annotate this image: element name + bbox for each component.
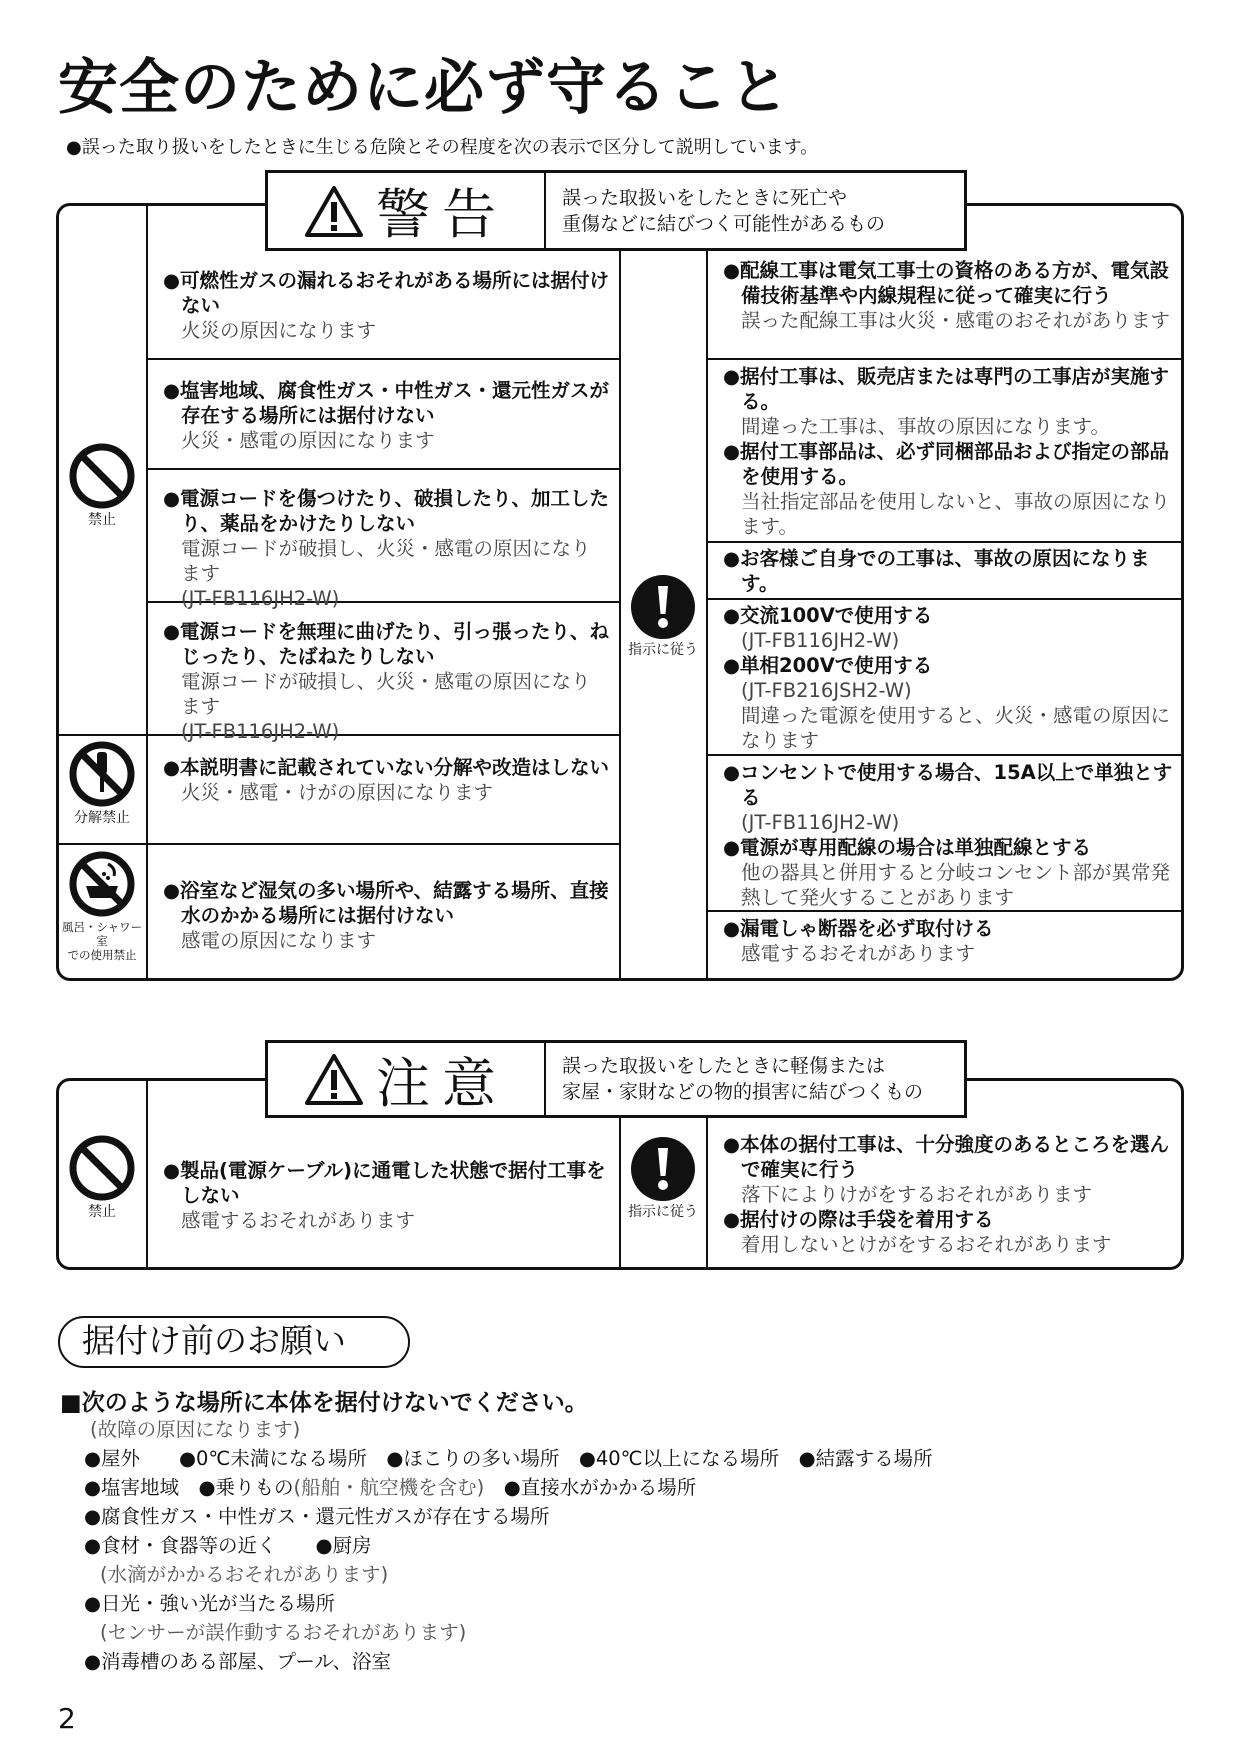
caution-description: 誤った取扱いをしたときに軽傷または 家屋・家財などの物的損害に結びつくもの bbox=[562, 1055, 924, 1103]
list-item: ●食材・食器等の近く ●厨房 bbox=[84, 1534, 372, 1557]
mandatory-label: 指示に従う bbox=[628, 1204, 698, 1220]
prohibit-icon-group bbox=[64, 1134, 140, 1221]
warning-item: ●塩害地域、腐食性ガス・中性ガス・還元性ガスが存在する場所には据付けない 火災・感電の原因になります bbox=[163, 379, 610, 452]
warning-item: ●コンセントで使用する場合、15A以上で単独とする (JT-FB116JH2-W) ●電源が専用配線の場合は単独配線とする 他の器具と併用すると分岐コンセント部が異常発熱して発火することがあります bbox=[723, 761, 1173, 909]
pre-install-heading: 据付け前のお願い bbox=[58, 1316, 410, 1368]
no-disassembly-icon bbox=[68, 740, 136, 808]
caution-word: 注意 bbox=[376, 1051, 508, 1115]
prohibit-label: 禁止 bbox=[88, 1204, 116, 1220]
page-number: 2 bbox=[58, 1702, 76, 1735]
divider bbox=[146, 468, 619, 470]
warning-triangle-icon bbox=[304, 184, 364, 238]
list-note: (センサーが誤作動するおそれがあります) bbox=[100, 1621, 467, 1644]
caution-triangle-icon bbox=[304, 1052, 364, 1106]
caution-header bbox=[265, 1040, 967, 1118]
caution-item: ●製品(電源ケーブル)に通電した状態で据付工事をしない 感電するおそれがあります bbox=[163, 1159, 606, 1232]
warning-item: ●電源コードを無理に曲げたり、引っ張ったり、ねじったり、たばねたりしない 電源コードが破損し、火災・感電の原因になります (JT-FB116JH2-W) bbox=[163, 620, 610, 743]
prohibit-label: 禁止 bbox=[88, 512, 116, 528]
disassembly-label: 分解禁止 bbox=[74, 810, 130, 826]
mandatory-label: 指示に従う bbox=[628, 642, 698, 658]
warning-item: ●電源コードを傷つけたり、破損したり、加工したり、薬品をかけたりしない 電源コードが破損し、火災・感電の原因になります (JT-FB116JH2-W) bbox=[163, 487, 610, 610]
warning-header bbox=[265, 170, 967, 251]
list-item: ●消毒槽のある部屋、プール、浴室 bbox=[84, 1650, 391, 1673]
divider bbox=[706, 754, 1182, 756]
divider bbox=[619, 248, 621, 979]
divider bbox=[706, 598, 1182, 600]
bath-icon-group bbox=[60, 850, 144, 962]
warning-item: ●漏電しゃ断器を必ず取付ける 感電するおそれがあります bbox=[723, 917, 994, 965]
warning-item: ●据付工事は、販売店または専門の工事店が実施する。 間違った工事は、事故の原因になります。 ●据付工事部品は、必ず同梱部品および指定の部品を使用する。 当社指定部品を使用しないと、事故の原因になります。 bbox=[723, 365, 1171, 538]
location-list bbox=[84, 1415, 933, 1676]
divider bbox=[146, 358, 619, 360]
prohibit-icon bbox=[68, 442, 136, 510]
list-item: ●日光・強い光が当たる場所 bbox=[84, 1592, 336, 1615]
prohibit-icon bbox=[68, 1134, 136, 1202]
warning-item: ●お客様ご自身での工事は、事故の原因になります。 bbox=[723, 547, 1150, 595]
list-item: ●塩害地域 ●乗りもの(船舶・航空機を含む) ●直接水がかかる場所 bbox=[84, 1476, 697, 1499]
list-item: ●屋外 ●0℃未満になる場所 ●ほこりの多い場所 ●40℃以上になる場所 ●結露する場所 bbox=[84, 1447, 933, 1470]
divider bbox=[146, 205, 148, 979]
divider bbox=[706, 910, 1182, 912]
warning-item: ●本説明書に記載されていない分解や改造はしない 火災・感電・けがの原因になります bbox=[163, 756, 610, 804]
divider bbox=[619, 1116, 621, 1268]
disassembly-icon-group bbox=[64, 740, 140, 827]
mandatory-icon bbox=[630, 574, 696, 640]
mandatory-icon bbox=[630, 1136, 696, 1202]
mandatory-icon-group bbox=[622, 1136, 704, 1221]
warning-description: 誤った取扱いをしたときに死亡や 重傷などに結びつく可能性があるもの bbox=[562, 186, 886, 235]
list-note: (故障の原因になります) bbox=[90, 1418, 301, 1441]
bath-label: 風呂・シャワー室 での使用禁止 bbox=[61, 920, 143, 962]
warning-item: ●浴室など湿気の多い場所や、結露する場所、直接水のかかる場所には据付けない 感電の原因になります bbox=[163, 879, 609, 952]
prohibit-icon-group bbox=[64, 442, 140, 529]
list-note: (水滴がかかるおそれがあります) bbox=[100, 1563, 389, 1586]
caution-item: ●本体の据付工事は、十分強度のあるところを選んで確実に行う 落下によりけがをするおそれがあります ●据付けの際は手袋を着用する 着用しないとけがをするおそれがあります bbox=[723, 1133, 1170, 1256]
intro-text: ●誤った取り扱いをしたときに生じる危険とその程度を次の表示で区分して説明しています。 bbox=[66, 137, 819, 158]
divider bbox=[706, 1116, 708, 1268]
divider bbox=[58, 843, 619, 845]
warning-item: ●交流100Vで使用する (JT-FB116JH2-W) ●単相200Vで使用する (JT-FB216JSH2-W) 間違った電源を使用すると、火災・感電の原因になります bbox=[723, 604, 1171, 752]
pre-install-subheading: ■次のような場所に本体を据付けないでください。 bbox=[60, 1390, 588, 1416]
divider bbox=[706, 541, 1182, 543]
warning-item: ●配線工事は電気工事士の資格のある方が、電気設備技術基準や内線規程に従って確実に行う 誤った配線工事は火災・感電のおそれがあります bbox=[723, 259, 1171, 332]
page-title: 安全のために必ず守ること bbox=[58, 53, 790, 123]
mandatory-icon-group bbox=[622, 574, 704, 659]
divider bbox=[706, 358, 1182, 360]
divider bbox=[146, 1080, 148, 1268]
warning-word: 警告 bbox=[376, 183, 508, 246]
list-item: ●腐食性ガス・中性ガス・還元性ガスが存在する場所 bbox=[84, 1505, 550, 1528]
warning-item: ●可燃性ガスの漏れるおそれがある場所には据付けない 火災の原因になります bbox=[163, 269, 610, 342]
no-bath-icon bbox=[68, 850, 136, 918]
